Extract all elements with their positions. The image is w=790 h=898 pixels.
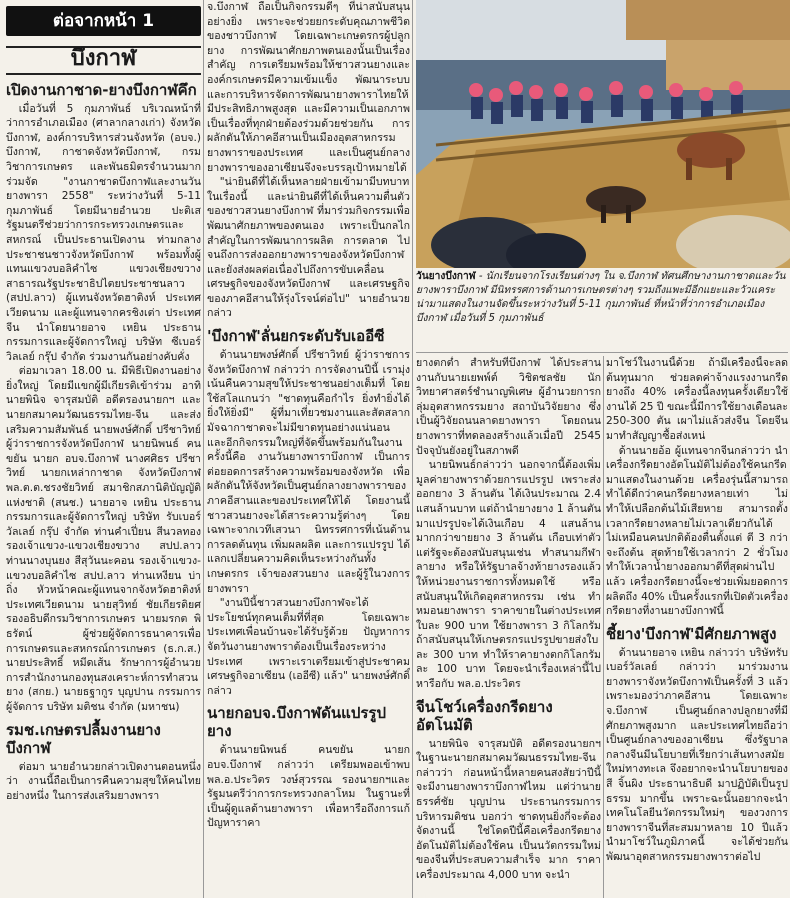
caption-text: - นักเรียนจากโรงเรียนต่างๆ ใน จ.บึงกาฬ ทัศนศึกษางานกาชาดและวันยางพาราบึงกาฬ มีนิทรรศการด้านการเกษตรต่างๆ รวมถึงแพะมีอีกแยะและวัวแคระ น่ามาแสดงในงานจัดขึ้นระหว่างวันที่ 5-11 กุมภาพันธ์ ที่หน้าที่ว่าการอำเภอเมืองบึงกาฬ เมื่อวันที่ 5 กุมภาพันธ์ bbox=[416, 271, 786, 324]
paragraph: ยางตกต่ำ สำหรับที่บึงกาฬ ได้ประสานงานกับนายเยพพ์ต์ วิชิตชลชัย นักวิทยาศาสตร์ชำนาญพิเศษ ผู้อำนวยการกลุ่มอุตสาหกรรมยาง สถาบันวิจัยยาง ซึ่งเป็นผู้วิจัยถนนลาดยางพารา โดยถนนยางพาราที่ทดลองสร้างแล้วเมื่อปี 2545 ปัจจุบันยังอยู่ในสภาพดี bbox=[416, 357, 601, 457]
headline-main: เปิดงานกาชาด-ยางบึงกาฬคึก bbox=[6, 80, 197, 99]
paragraph: นายพินิจ จารุสมบัติ อดีตรองนายกฯ ในฐานะนายกสมาคมวัฒนธรรมไทย-จีน กล่าวว่า ก่อนหน้านี้หลายคนสงสัยว่าปีนี้จะมีงานยางพาราบึงกาฬไหม แต่ว่านายธรรศ์ชัย บุญปาน ประธานกรรมการบริหารมติชน บอกว่า ชาดทุนยิ่งกี่จะต้องจัดงานนี้ ใช่โดดปีนี้คือเครื่องกรีดยางอัตโนมัติไม่ต้องใช้คน เป็นนวัตกรรมใหม่ของจีนที่ประสบความสำเร็จ มาก ราคาเครื่องประมาณ 4,000 บาท จะนำ bbox=[416, 737, 601, 881]
column-divider bbox=[203, 0, 204, 898]
photo-caption bbox=[416, 270, 788, 350]
subheadline: 'บึงกาฬ'ลั่นยกระดับรับเออีซี bbox=[207, 327, 385, 346]
paragraph: ด้านนายนิพนธ์ คนขยัน นายก อบจ.บึงกาฬ กล่าวว่า เตรียมพออเข้าพบ พล.อ.ประวิตร วงษ์สุวรรณ รองนายกฯและรัฐมนตรีว่าการกระทรวงกลาโหม ในฐานะที่เป็นผู้ดูแลด้านยางพารา เพื่อหารือถึงการแก้ปัญหาราคา bbox=[207, 744, 410, 830]
paragraph: "น่ายินดีที่ได้เห็นหลายฝ่ายเข้ามามีบทบาทในเรื่องนี้ และน่ายินดีที่ได้เห็นความตื่นตัวของชาวสวนยางบึงกาฬ ที่มาร่วมกิจกรรมเพื่อพัฒนาศักยภาพของตนเอง เพราะเป็นกลไกสำคัญในการพัฒนาการผลิต การตลาด ไปจนถึงการส่งออกยางพาราของจังหวัดบึงกาฬ และยังส่งผลต่อเนื่องไปถึงการขับเคลื่อนเศรษฐกิจของจังหวัดบึงกาฬ และเศรษฐกิจของภาคอีสานให้รุ่งโรจน์ต่อไป" นายอำนวยกล่าว bbox=[207, 176, 410, 320]
subheadline: จีนโชว์เครื่องกรีดยางอัตโนมัติ bbox=[416, 697, 553, 734]
paragraph: ด้านนายอาจ เหยิน กล่าวว่า บริษัทรับเบอร์วัลเลย์ กล่าวว่า มาร่วมงานยางพาราจังหวัดบึงกาฬเป็นครั้งที่ 3 แล้ว เพราะมองว่าภาคอีสาน โดยเฉพาะ จ.บึงกาฬ เป็นศูนย์กลางปลูกยางที่มีศักยภาพสูงมาก และประเทศไทยถือว่าเป็นศูนย์กลางของอาเซียน ซึ่งรัฐบาลกลางจีนมีนโยบายที่เรียกว่าเส้นทางสมัยใหม่ทางทะเล จึงอยากจะนำนโยบายของสี จิ้นผิง ประธานาธิบดี มาปฏิบัติเป็นรูปธรรม มากขึ้น เพราะฉะนั้นอยากจะนำเทคโนโลยีนวัตกรรมใหม่ๆ ของวงการยางพาราจีนที่สะสมมาหลาย 10 ปีแล้ว นำมาโชว์ในภูมิภาคนี้ จะได้ช่วยกันพัฒนาอุตสาหกรรมยางพาราต่อไป bbox=[606, 646, 788, 863]
article-column-2 bbox=[207, 0, 410, 898]
paragraph: เมื่อวันที่ 5 กุมภาพันธ์ บริเวณหน้าที่ว่าการอำเภอเมือง (ศาลากลางเก่า) จังหวัดบึงกาฬ, องค์การบริหารส่วนจังหวัด (อบจ.) บึงกาฬ, กาชาดจังหวัดบึงกาฬ, กรมวิชาการเกษตร และพันธมิตรจำนวนมาก ร่วมจัด "งานกาชาดบึงกาฬและงานวันยางพารา 2558" ระหว่างวันที่ 5-11 กุมภาพันธ์ โดยมีนายอำนวย ปะติเส รัฐมนตรีช่วยว่าการกระทรวงเกษตรและสหกรณ์ เป็นประธานเปิดงาน ท่ามกลางประชาชนชาวจังหวัดบึงกาฬ พร้อมทั้งผู้แทนแขวงบอลิคำไซ แขวงเชียงขวาง สาธารณรัฐประชาธิปไตยประชาชนลาว (สปป.ลาว) ผู้แทนจังหวัดฮาติงห์ ประเทศเวียดนาม และผู้แทนจากครชิงเต่า ประเทศจีน นำโดยนายอาจ เหยิน ประธานกรรมการและผู้จัดการใหญ่ บริษัท ซีเบอร์ วิลเลย์ กรุ๊ป จำกัด ร่วมงานกันอย่างคับคั่ง bbox=[6, 102, 201, 363]
caption-divider bbox=[416, 352, 788, 353]
paragraph: นายนิพนธ์กล่าวว่า นอกจากนี้ต้องเพิ่มมูลค่ายางพาราด้วยการแปรรูป เพราะส่งออกยาง 3 ล้านตัน ได้เงินประมาณ 2.4 แสนล้านบาท แต่ถ้านำยางยาง 1 ล้านตัน มาแปรรูปจะได้เงินเกือบ 4 แสนล้าน มากกว่าขายยาง 3 ล้านตัน เกือบเท่าตัว แต่รัฐจะต้องสนับสนุนเช่น ทำสนามกีฬาลายาง หรือให้รัฐบาลจ้างท้ายางรองแล้วให้หน่วยงานราชการทั้งหมดใช้ หรือสนับสนุนให้เกิดอุตสาหกรรม เช่น ทำหมอนยางพารา ราคาขายในต่างประเทศใบละ 900 บาท ใช้ยางพารา 3 กิโลกรัม ถ้าสนับสนุนให้เกษตรกรแปรรูปขายส่งใบละ 300 บาท ทำให้ราคายางตกกิโลกรัมละ 100 บาท โดยจะนำเรื่องเหล่านี้ไปหารือกับ พล.อ.ประวิตร bbox=[416, 459, 601, 691]
paragraph: ต่อมา นายอำนวยกล่าวเปิดงานตอนหนึ่งว่า งานนี้ถือเป็นการคืนความสุขให้คนไทยอย่างหนึ่ง ในการส่งเสริมยางพารา bbox=[6, 760, 201, 802]
article-column-3 bbox=[416, 356, 601, 898]
article-column-1 bbox=[6, 0, 201, 898]
paragraph: "งานปีนี้ชาวสวนยางบึงกาฬจะได้ประโยชน์ทุกคนเต็มที่ที่สุด โดยเฉพาะประเทศเพื่อนบ้านจะได้รับรู้ด้วย ปัญหาการจัดวันงานยางพาราต้องเป็นเรื่องระหว่างประเทศ เพราะเราเตรียมเข้าสู่ประชาคมเศรษฐกิจอาเซียน (เออีซี) แล้ว" นายพงษ์ศักดิ์กล่าว bbox=[207, 597, 410, 697]
subheadline: ชี้ยาง'บึงกาฬ'มีศักยภาพสูง bbox=[606, 624, 777, 643]
subheadline: นายกอบจ.บึงกาฬดันแปรรูปยาง bbox=[207, 704, 386, 741]
exhibition-photo-illustration bbox=[416, 0, 790, 268]
continued-from-page-banner: ต่อจากหน้า 1 bbox=[6, 6, 201, 36]
paragraph: จ.บึงกาฬ ถือเป็นกิจกรรมดีๆ ที่น่าสนับสนุนอย่างยิ่ง เพราะจะช่วยยกระดับคุณภาพชีวิตของชาวบึงกาฬ โดยเฉพาะเกษตรกรผู้ปลูกยาง การพัฒนาศักยภาพตนเองนั้นเป็นเรื่องสำคัญ การเตรียมพร้อมให้ชาวสวนยางและองค์กรเกษตรมีความเข้มแข็ง พัฒนาระบบและการบริหารจัดการพัฒนายางพาราไทยให้มีประสิทธิภาพสูงสุด และมีความเป็นเอกภาพ เป็นเรื่องที่ทุกฝ่ายต้องร่วมด้วยช่วยกัน การผลักดันให้ภาคอีสานเป็นเมืองอุตสาหกรรมยางพาราของประเทศ และเป็นศูนย์กลางยางพาราของอาเซียนจึงจะบรรลุเป้าหมายได้ bbox=[207, 1, 410, 174]
column-divider bbox=[412, 0, 413, 898]
paragraph: ด้านนายพงษ์ศักดิ์ ปรีชาวิทย์ ผู้ว่าราชการจังหวัดบึงกาฬ กล่าวว่า การจัดงานปีนี้ เรามุ่งเน้นคืนความสุขให้ประชาชนอย่างเต็มที่ โดยใช้สโลแกนว่า "ชาดทุนคือกำไร ยิ่งทำยิ่งได้ยิ่งให้ยิ่งมี" ผู้ที่มาเที่ยวชมงานและสัตสลากมัจฉากาชาดจะไม่มีขาดทุนอย่างแน่นอน และอีกกิจกรรมใหญ่ที่จัดขึ้นพร้อมกันในงานครั้งนี้คือ งานวันยางพาราบึงกาฬ เป็นการต่อยอดการสร้างความพร้อมของจังหวัด เพื่อผลักดันให้จังหวัดเป็นศูนย์กลางยางพาราของภาคอีสานและของประเทศให้ได้ โดยงานนี้ชาวสวนยางจะได้สาระความรู้ต่างๆ โดยเฉพาะจากเวทีเสวนา นิทรรศการที่เน้นด้านการลดต้นทุน เพิ่มผลผลิต และการแปรรูป ได้แลกเปลี่ยนความคิดเห็นระหว่างกันทั้งเกษตรกร เจ้าของสวนยาง และผู้รู้ในวงการยางพารา bbox=[207, 349, 410, 595]
article-column-4 bbox=[606, 356, 788, 898]
section-title: บึงกาฬ bbox=[6, 46, 201, 75]
paragraph: ต่อมาเวลา 18.00 น. มีพิธีเปิดงานอย่างยิ่งใหญ่ โดยมีแขกผู้มีเกียรติเข้าร่วม อาทิ นายพินิจ จารุสมบัติ อดีตรองนายกฯ และนายกสมาคมวัฒนธรรมไทย-จีน และส่งเสริมความสัมพันธ์ นายพงษ์ศักดิ์ ปรีชาวิทย์ ผู้ว่าราชการจังหวัดบึงกาฬ นายนิพนธ์ คนขยัน นายก อบจ.บึงกาฬ นางศศิธร ปรีชาวิทย์ นายกเหล่ากาชาด จังหวัดบึงกาฬ พล.ต.ต.ชรงชัยวิทย์ สมาชิกสภานิติบัญญัติแห่งชาติ (สนช.) นายอาจ เหยิน ประธานกรรมการและผู้จัดการใหญ่ บริษัท รับเบอร์วัลเลย์ กรุ๊ป จำกัด ท่านคำเปี่ยน สีนวลทอง รองเจ้าแขวง-แขวงเชียงขวาง สปป.ลาว ท่านนางบุนยง สีสุวันนะคอน รองเจ้าแขวง-แขวงบอลิคำไซ สปป.ลาว ท่านเหงียน บ่าถิ่ง หัวหน้าคณะผู้แทนจากจังหวัดฮาติงห์ ประเทศเวียดนาม นายสุวิทย์ ชัยเกียรติยศ รองอธิบดีกรมวิชาการเกษตร นายมรกต พิธรัตน์ ผู้ช่วยผู้จัดการธนาคารเพื่อการเกษตรและสหกรณ์การเกษตร (ธ.ก.ส.) นายประสิทธิ์ หมีดเส้น รักษาการผู้อำนวยการสำนักงานกองทุนสงเคราะห์การทำสวนยาง (สกย.) นายธฐากูร บุญปาน กรรมการผู้จัดการ บริษัท มติชน จำกัด (มหาชน) bbox=[6, 365, 201, 713]
paragraph: ด้านนายอ้อ ผู้แทนจากจีนกล่าวว่า นำเครื่องกรีดยางอัตโนมัติไม่ต้องใช้คนกรีดมาแสดงในงานด้วย เครื่องรุ่นนี้สามารถทำได้ดีกว่าคนกรีดยางหลายเท่า ไม่ทำให้เปลือกต้นไม้เสียหาย สามารถตั้งเวลากรีดยางหลายไม่เวลาเดียวกันได้ ไม่เหมือนคนปกติต้องตื่นตั้งแต่ ตี 3 กว่าจะถึงต้น สุดท้ายใช้เวลากว่า 2 ชั่วโมงทำให้เวลาน้ำยางออกมาดีที่สุดผ่านไปแล้ว เครื่องกรีดยางนี้จะช่วยเพิ่มยอดการผลิตถึง 40% เป็นครั้งแรกที่เปิดตัวเครื่องกรีดยางที่งานยางบึงกาฬนี้ bbox=[606, 444, 788, 618]
paragraph: มาโชว์ในงานนี้ด้วย ถ้ามีเครื่องนี้จะลดต้นทุนมาก ช่วยลดค่าจ้างแรงงานกรีดยางถึง 40% เครื่องนี้ลงทุนครั้งเดียวใช้งานได้ 25 ปี ขณะนี้มีการใช้ยางเดือนละ 250-300 ตัน เผาไม่แล้วส่งจีน โดยจีนมาทำสัญญาซื้อส่งเหน่ bbox=[606, 357, 788, 442]
subheadline: รมช.เกษตรปลื้มงานยางบึงกาฬ bbox=[6, 720, 161, 757]
caption-lead: วันยางบึงกาฬ bbox=[416, 271, 476, 282]
column-divider bbox=[603, 356, 604, 898]
news-photo bbox=[416, 0, 790, 268]
